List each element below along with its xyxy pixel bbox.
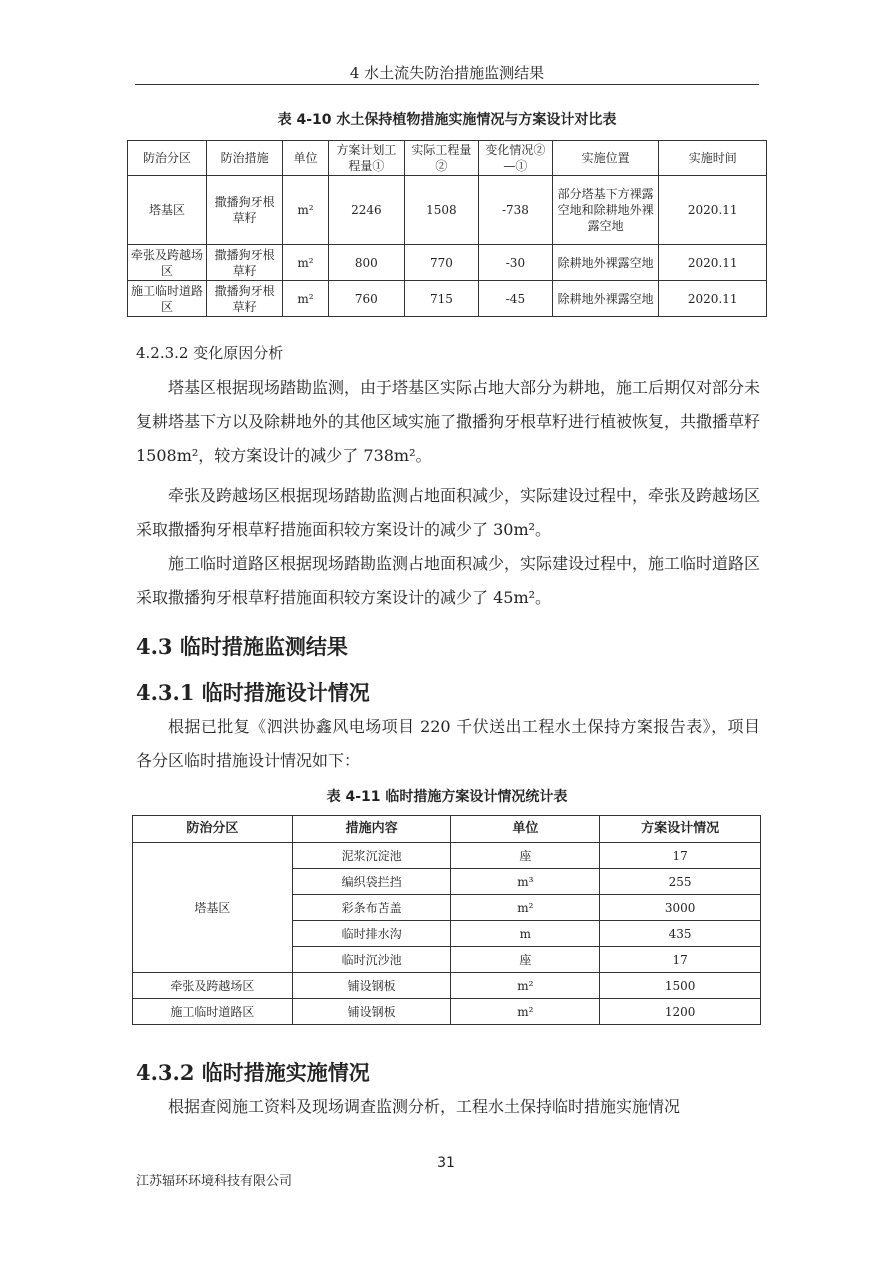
table-cell: 塔基区 <box>128 176 207 245</box>
table-cell-merged-zone: 塔基区 <box>133 843 293 973</box>
table-cell: m <box>451 921 600 947</box>
table-cell: -738 <box>478 176 552 245</box>
table-cell: 17 <box>600 843 761 869</box>
table-cell: 撒播狗牙根草籽 <box>207 176 283 245</box>
table-cell: 施工临时道路区 <box>128 281 207 317</box>
paragraph: 牵张及跨越场区根据现场踏勘监测占地面积减少，实际建设过程中，牵张及跨越场区采取撒播狗牙根草籽措施面积较方案设计的减少了 30m²。 <box>136 486 761 539</box>
table-cell: 部分塔基下方裸露空地和除耕地外裸露空地 <box>552 176 659 245</box>
table-cell: m² <box>283 176 329 245</box>
table-cell: 撒播狗牙根草籽 <box>207 245 283 281</box>
paragraph: 塔基区根据现场踏勘监测，由于塔基区实际占地大部分为耕地，施工后期仅对部分未复耕塔基下方以及除耕地外的其他区域实施了撒播狗牙根草籽进行植被恢复，共撒播草籽 1508m²，较方案设计的减少了 738m²。 <box>136 378 761 465</box>
table-cell: 泥浆沉淀池 <box>292 843 451 869</box>
header-cell: 单位 <box>283 141 329 176</box>
header-cell: 变化情况②—① <box>478 141 552 176</box>
table-cell: 770 <box>404 245 478 281</box>
table-cell: 座 <box>451 947 600 973</box>
table-cell: 牵张及跨越场区 <box>133 973 293 999</box>
table-cell: 编织袋拦挡 <box>292 869 451 895</box>
paragraph: 根据查阅施工资料及现场调查监测分析，工程水土保持临时措施实施情况 <box>168 1097 681 1116</box>
table-cell: 施工临时道路区 <box>133 999 293 1025</box>
header-cell: 单位 <box>451 816 600 843</box>
header-rule <box>135 84 759 85</box>
table-cell: 715 <box>404 281 478 317</box>
table-row <box>128 281 767 317</box>
header-cell: 实施时间 <box>659 141 767 176</box>
table-cell: m² <box>283 245 329 281</box>
table-cell: -30 <box>478 245 552 281</box>
table-cell: 255 <box>600 869 761 895</box>
table-row <box>133 999 761 1025</box>
table-cell: m² <box>283 281 329 317</box>
table-cell: 17 <box>600 947 761 973</box>
table-row <box>128 245 767 281</box>
table-cell: 铺设钢板 <box>292 973 451 999</box>
table-cell: 2020.11 <box>659 281 767 317</box>
header-cell: 防治措施 <box>207 141 283 176</box>
table-4-11-caption: 表 4-11 临时措施方案设计情况统计表 <box>326 789 568 805</box>
table-cell: 800 <box>328 245 404 281</box>
table-cell: 牵张及跨越场区 <box>128 245 207 281</box>
table-cell: 临时排水沟 <box>292 921 451 947</box>
table-cell: 760 <box>328 281 404 317</box>
table-cell: m² <box>451 999 600 1025</box>
header-cell: 实际工程量② <box>404 141 478 176</box>
table-cell: 除耕地外裸露空地 <box>552 281 659 317</box>
section-4-3-heading: 4.3 临时措施监测结果 <box>136 634 348 659</box>
header-cell: 防治分区 <box>133 816 293 843</box>
table-cell: 3000 <box>600 895 761 921</box>
header-cell: 措施内容 <box>292 816 451 843</box>
table-cell: 彩条布苫盖 <box>292 895 451 921</box>
table-cell: 除耕地外裸露空地 <box>552 245 659 281</box>
table-cell: m³ <box>451 869 600 895</box>
table-4-10-caption: 表 4-10 水土保持植物措施实施情况与方案设计对比表 <box>277 112 617 128</box>
table-cell: 2020.11 <box>659 245 767 281</box>
table-cell: 2246 <box>328 176 404 245</box>
header-cell: 防治分区 <box>128 141 207 176</box>
table-cell: 临时沉沙池 <box>292 947 451 973</box>
footer-company: 江苏辐环环境科技有限公司 <box>136 1174 293 1189</box>
table-4-11 <box>132 815 761 1025</box>
header-cell: 方案设计情况 <box>600 816 761 843</box>
running-header: 4 水土流失防治措施监测结果 <box>349 64 545 82</box>
table-cell: 1508 <box>404 176 478 245</box>
table-row <box>133 843 761 869</box>
table-cell: 2020.11 <box>659 176 767 245</box>
section-4-3-2-heading: 4.3.2 临时措施实施情况 <box>136 1060 370 1085</box>
table-cell: m² <box>451 895 600 921</box>
table-row <box>133 973 761 999</box>
table-cell: 1200 <box>600 999 761 1025</box>
table-4-10 <box>127 140 767 317</box>
page-number: 31 <box>437 1155 455 1171</box>
table-header-row <box>128 141 767 176</box>
paragraph: 施工临时道路区根据现场踏勘监测占地面积减少，实际建设过程中，施工临时道路区采取撒播狗牙根草籽措施面积较方案设计的减少了 45m²。 <box>136 554 761 607</box>
section-4-2-3-2-heading: 4.2.3.2 变化原因分析 <box>136 344 284 362</box>
table-row <box>128 176 767 245</box>
table-cell: 座 <box>451 843 600 869</box>
table-cell: m² <box>451 973 600 999</box>
table-header-row <box>133 816 761 843</box>
table-cell: -45 <box>478 281 552 317</box>
section-4-3-1-heading: 4.3.1 临时措施设计情况 <box>136 680 370 705</box>
table-cell: 铺设钢板 <box>292 999 451 1025</box>
table-cell: 1500 <box>600 973 761 999</box>
paragraph: 根据已批复《泗洪协鑫风电场项目 220 千伏送出工程水土保持方案报告表》，项目各分区临时措施设计情况如下： <box>136 717 760 770</box>
header-cell: 方案计划工程量① <box>328 141 404 176</box>
table-cell: 撒播狗牙根草籽 <box>207 281 283 317</box>
header-cell: 实施位置 <box>552 141 659 176</box>
table-cell: 435 <box>600 921 761 947</box>
